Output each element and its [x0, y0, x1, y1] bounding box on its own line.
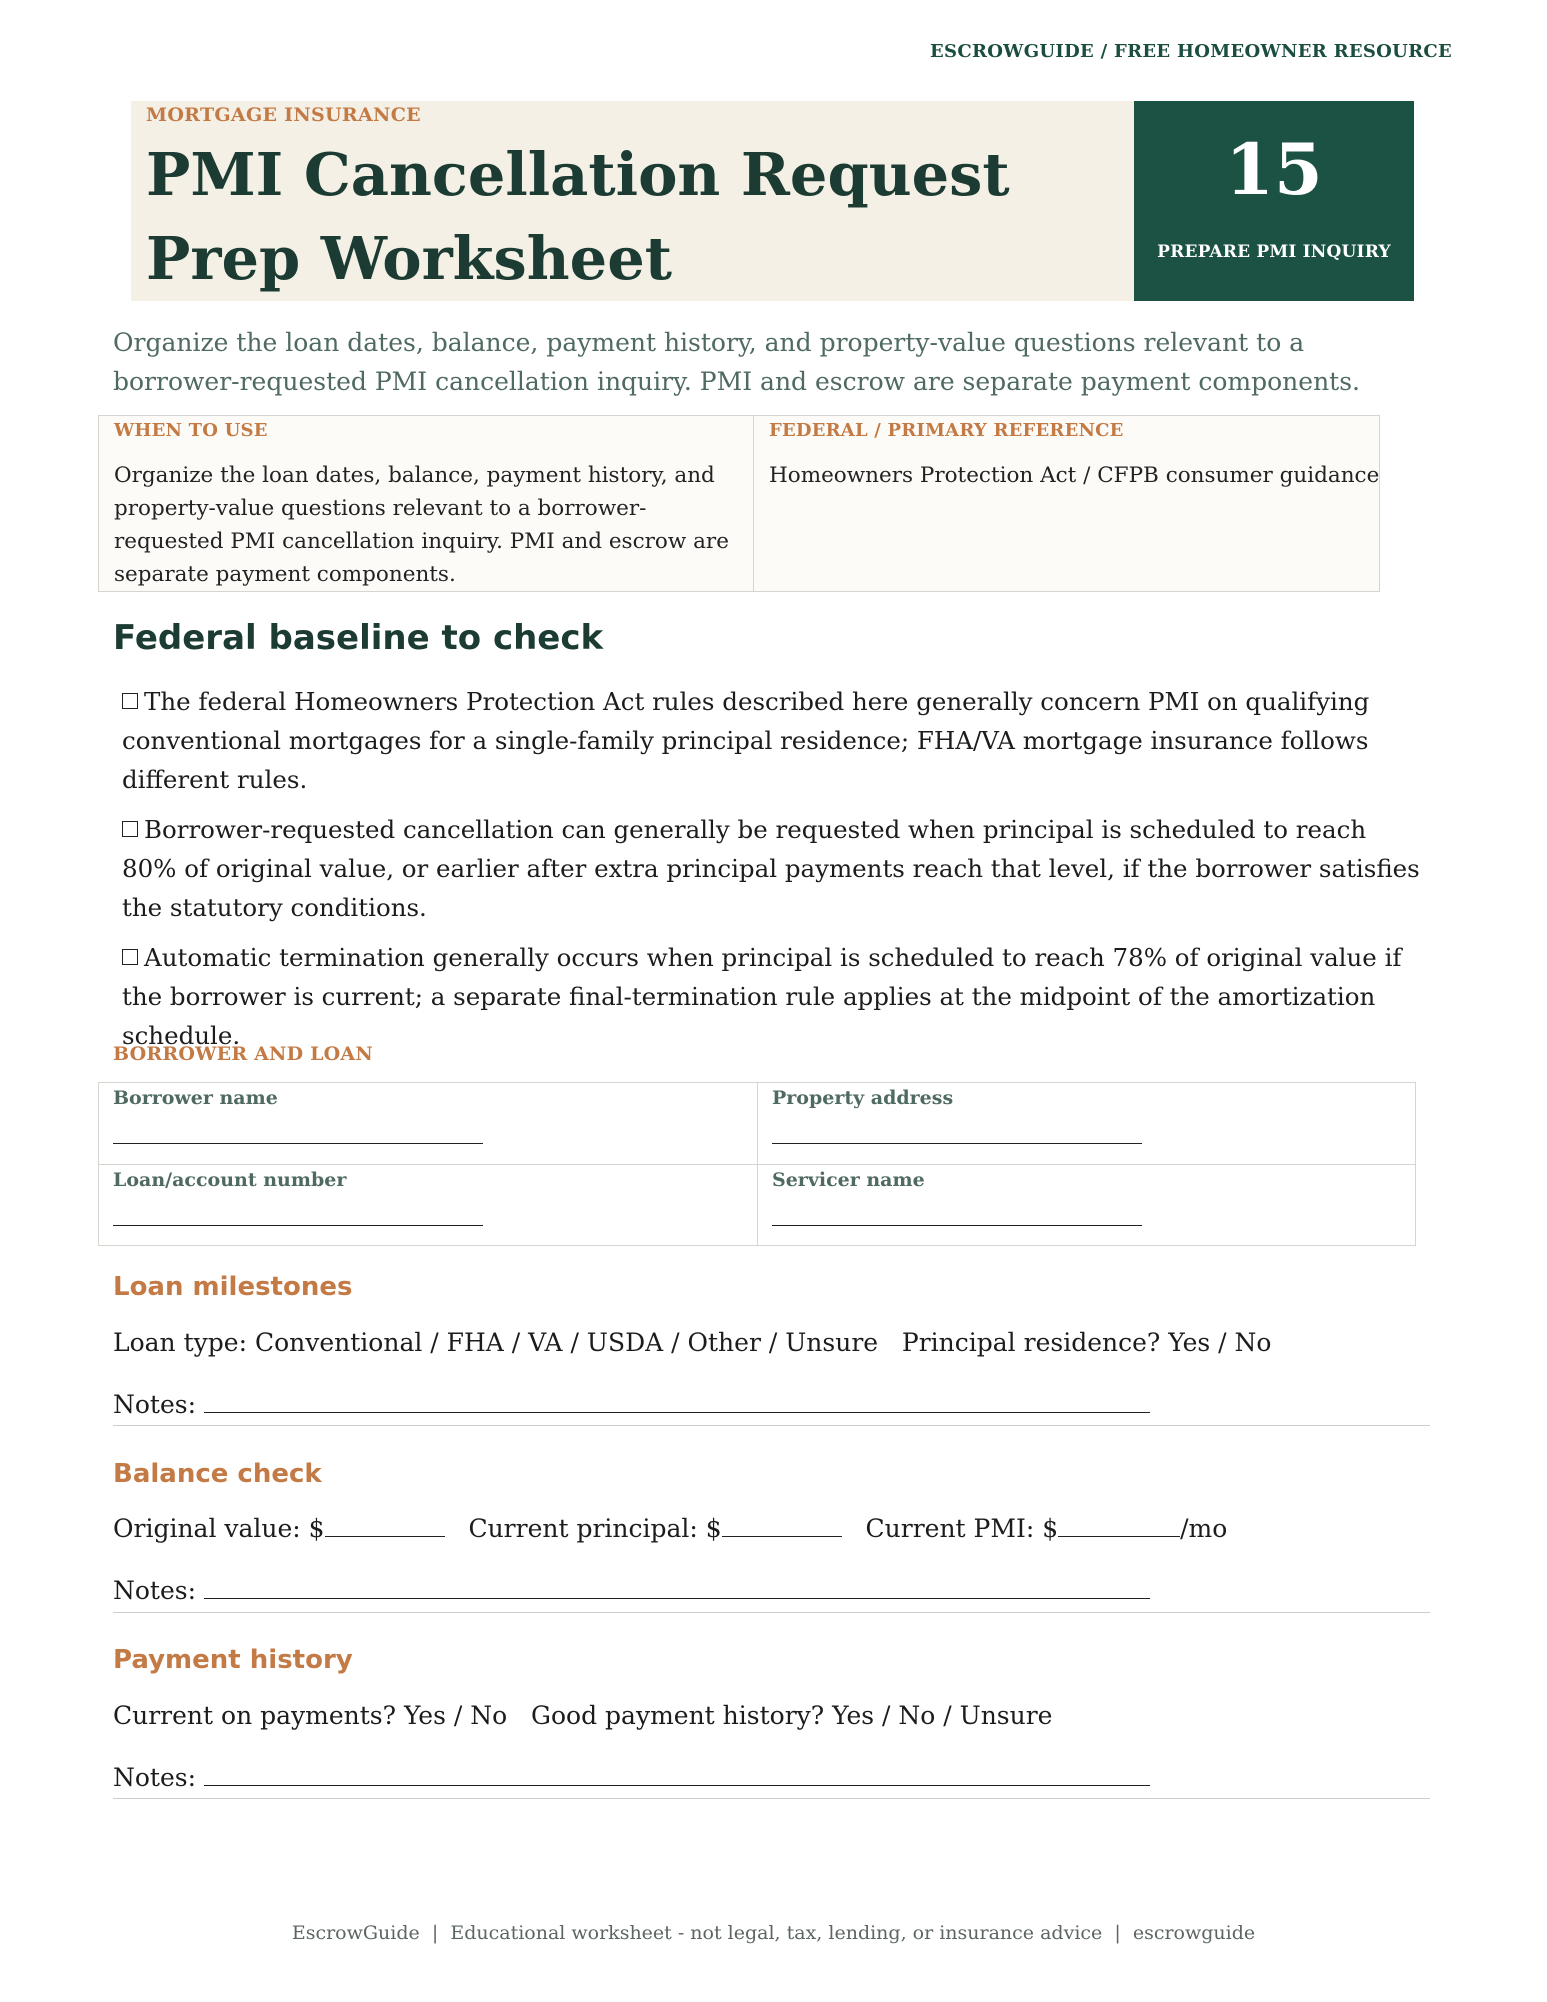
- payment-line: Current on payments? Yes / No Good payment history? Yes / No / Unsure: [113, 1701, 1053, 1730]
- current-principal-blank[interactable]: [722, 1514, 842, 1537]
- checkbox-icon[interactable]: [122, 949, 138, 965]
- checklist-item-text: Automatic termination generally occurs when principal is scheduled to reach 78% of original value if the borrower is current; a separate final-termination rule applies at the midpoint of the amortization schedule.: [122, 943, 1402, 1050]
- notes-line[interactable]: [204, 1390, 1150, 1413]
- loan-type-line: Loan type: Conventional / FHA / VA / USDA / Other / Unsure Principal residence? Yes / No: [113, 1328, 1272, 1357]
- field-label: Loan/account number: [113, 1169, 347, 1191]
- field-line[interactable]: [772, 1143, 1142, 1144]
- current-pmi-blank[interactable]: [1058, 1514, 1180, 1537]
- checklist-item: [122, 810, 1422, 927]
- checklist-item-text: The federal Homeowners Protection Act rules described here generally concern PMI on qualifying conventional mortgages for a single-family principal residence; FHA/VA mortgage insurance follows different rules.: [122, 687, 1370, 794]
- balance-check-heading: Balance check: [113, 1459, 322, 1489]
- brand-line: ESCROWGUIDE / FREE HOMEOWNER RESOURCE: [930, 41, 1453, 62]
- current-principal-label: Current principal: $: [468, 1514, 722, 1543]
- payment-notes: [113, 1762, 1150, 1794]
- current-pmi-label: Current PMI: $: [865, 1514, 1059, 1543]
- servicer-name-field[interactable]: [757, 1164, 1415, 1245]
- loan-milestones-heading: Loan milestones: [113, 1272, 353, 1302]
- notes-label: Notes:: [113, 1390, 204, 1419]
- property-address-field[interactable]: [757, 1083, 1415, 1164]
- reference-cell: [754, 416, 1379, 591]
- reference-body: Homeowners Protection Act / CFPB consumer guidance: [769, 463, 1380, 488]
- page-title: PMI Cancellation Request Prep Worksheet: [146, 140, 1010, 293]
- field-line[interactable]: [772, 1225, 1142, 1226]
- payment-history-heading: Payment history: [113, 1645, 353, 1675]
- notes-line[interactable]: [204, 1763, 1150, 1786]
- notes-label: Notes:: [113, 1763, 204, 1792]
- notes-label: Notes:: [113, 1576, 204, 1605]
- footer: EscrowGuide | Educational worksheet - not legal, tax, lending, or insurance advice | escrowguide: [291, 1922, 1256, 1944]
- hero-kicker: MORTGAGE INSURANCE: [146, 104, 421, 126]
- borrower-loan-form: [98, 1082, 1416, 1246]
- balance-notes: [113, 1575, 1150, 1607]
- pmi-suffix: /mo: [1180, 1514, 1228, 1543]
- checkbox-icon[interactable]: [122, 821, 138, 837]
- divider: [113, 1425, 1430, 1426]
- field-line[interactable]: [113, 1225, 483, 1226]
- balance-line: [113, 1513, 1227, 1545]
- checklist-item: [122, 682, 1422, 799]
- field-label: Borrower name: [113, 1087, 278, 1109]
- baseline-heading: Federal baseline to check: [113, 618, 604, 658]
- reference-heading: FEDERAL / PRIMARY REFERENCE: [769, 420, 1124, 441]
- baseline-checklist: [122, 682, 1422, 1066]
- when-to-use-heading: WHEN TO USE: [114, 420, 268, 441]
- info-table: [98, 415, 1380, 592]
- divider: [113, 1612, 1430, 1613]
- original-value-label: Original value: $: [113, 1514, 325, 1543]
- when-to-use-cell: [99, 416, 754, 591]
- when-to-use-body: Organize the loan dates, balance, payment history, and property-value questions relevant to a borrower-requested PMI cancellation inquiry. PMI and escrow are separate payment components.: [114, 463, 729, 587]
- borrower-name-field[interactable]: [99, 1083, 757, 1164]
- intro-text: Organize the loan dates, balance, payment history, and property-value questions relevant to a borrower-requested PMI cancellation inquiry. PMI and escrow are separate payment components.: [113, 328, 1360, 396]
- field-label: Servicer name: [772, 1169, 925, 1191]
- divider: [113, 1798, 1430, 1799]
- badge-label: PREPARE PMI INQUIRY: [1157, 242, 1391, 262]
- badge-number: 15: [1225, 128, 1323, 211]
- loan-number-field[interactable]: [99, 1164, 757, 1245]
- original-value-blank[interactable]: [325, 1514, 445, 1537]
- borrower-loan-heading: BORROWER AND LOAN: [113, 1043, 373, 1065]
- field-line[interactable]: [113, 1143, 483, 1144]
- milestones-notes: [113, 1389, 1150, 1421]
- checklist-item-text: Borrower-requested cancellation can generally be requested when principal is scheduled to reach 80% of original value, or earlier after extra principal payments reach that level, if the borrower satisfies the statutory conditions.: [122, 815, 1420, 922]
- field-label: Property address: [772, 1087, 954, 1109]
- checklist-item: [122, 938, 1422, 1055]
- notes-line[interactable]: [204, 1576, 1150, 1599]
- checkbox-icon[interactable]: [122, 693, 138, 709]
